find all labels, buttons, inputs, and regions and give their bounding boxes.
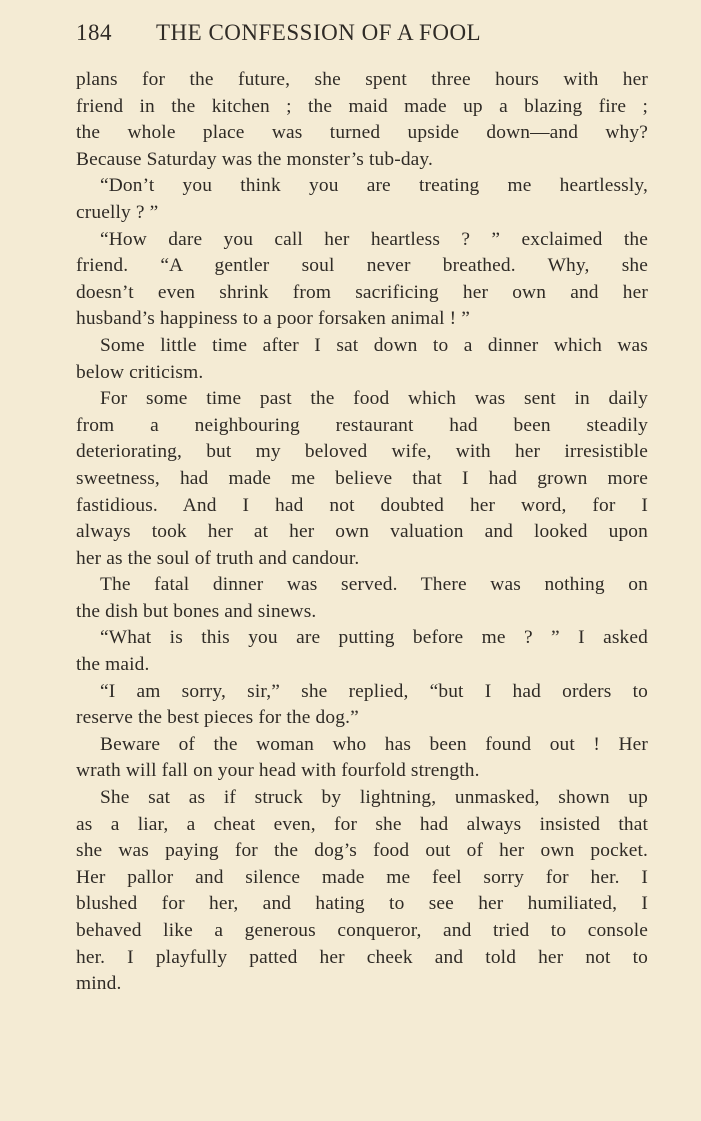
text-line: wrath will fall on your head with fourfold strength. [76, 760, 480, 782]
text-line: below criticism. [76, 361, 204, 383]
text-line: her as the soul of truth and candour. [76, 547, 360, 569]
text-line: For some time past the food which was sent in daily [100, 388, 648, 410]
text-line: friend in the kitchen ; the maid made up a blazing fire ; [76, 95, 648, 117]
text-line: the maid. [76, 654, 150, 676]
text-line: the dish but bones and sinews. [76, 600, 317, 622]
page-number: 184 [76, 20, 112, 45]
text-line: “Don’t you think you are treating me heartlessly, [100, 175, 648, 197]
text-line: The fatal dinner was served. There was nothing on [100, 574, 648, 596]
text-line: she was paying for the dog’s food out of her own pocket. [76, 840, 648, 862]
text-line: deteriorating, but my beloved wife, with her irresistible [76, 441, 648, 463]
text-line: Some little time after I sat down to a dinner which was [100, 334, 648, 356]
text-line: blushed for her, and hating to see her humiliated, I [76, 893, 648, 915]
text-line: reserve the best pieces for the dog.” [76, 707, 359, 729]
text-line: behaved like a generous conqueror, and tried to console [76, 920, 648, 941]
body-text [76, 67, 648, 998]
text-line: “How dare you call her heartless ? ” exclaimed the [100, 228, 648, 250]
text-line: husband’s happiness to a poor forsaken animal ! ” [76, 308, 470, 330]
text-line: plans for the future, she spent three hours with her [76, 69, 648, 90]
text-line: “I am sorry, sir,” she replied, “but I had orders to [100, 680, 648, 702]
running-title: THE CONFESSION OF A FOOL [156, 20, 482, 45]
text-line: the whole place was turned upside down—and why? [76, 122, 648, 144]
text-line: Her pallor and silence made me feel sorry for her. I [76, 866, 648, 888]
text-line: from a neighbouring restaurant had been steadily [76, 414, 648, 436]
text-line: cruelly ? ” [76, 201, 159, 223]
text-line: friend. “A gentler soul never breathed. Why, she [76, 255, 648, 277]
text-line: Beware of the woman who has been found out ! Her [100, 733, 648, 755]
text-line: sweetness, had made me believe that I had grown more [76, 467, 648, 489]
text-line: She sat as if struck by lightning, unmasked, shown up [100, 787, 648, 809]
text-line: mind. [76, 973, 122, 995]
text-line: “What is this you are putting before me ? ” I asked [100, 627, 648, 649]
text-line: fastidious. And I had not doubted her word, for I [76, 494, 648, 516]
text-line: always took her at her own valuation and looked upon [76, 521, 648, 543]
page-header [76, 20, 656, 54]
text-line: her. I playfully patted her cheek and told her not to [76, 946, 648, 968]
text-line: Because Saturday was the monster’s tub-day. [76, 148, 434, 170]
text-line: doesn’t even shrink from sacrificing her own and her [76, 281, 648, 303]
text-line: as a liar, a cheat even, for she had always insisted that [76, 813, 648, 835]
